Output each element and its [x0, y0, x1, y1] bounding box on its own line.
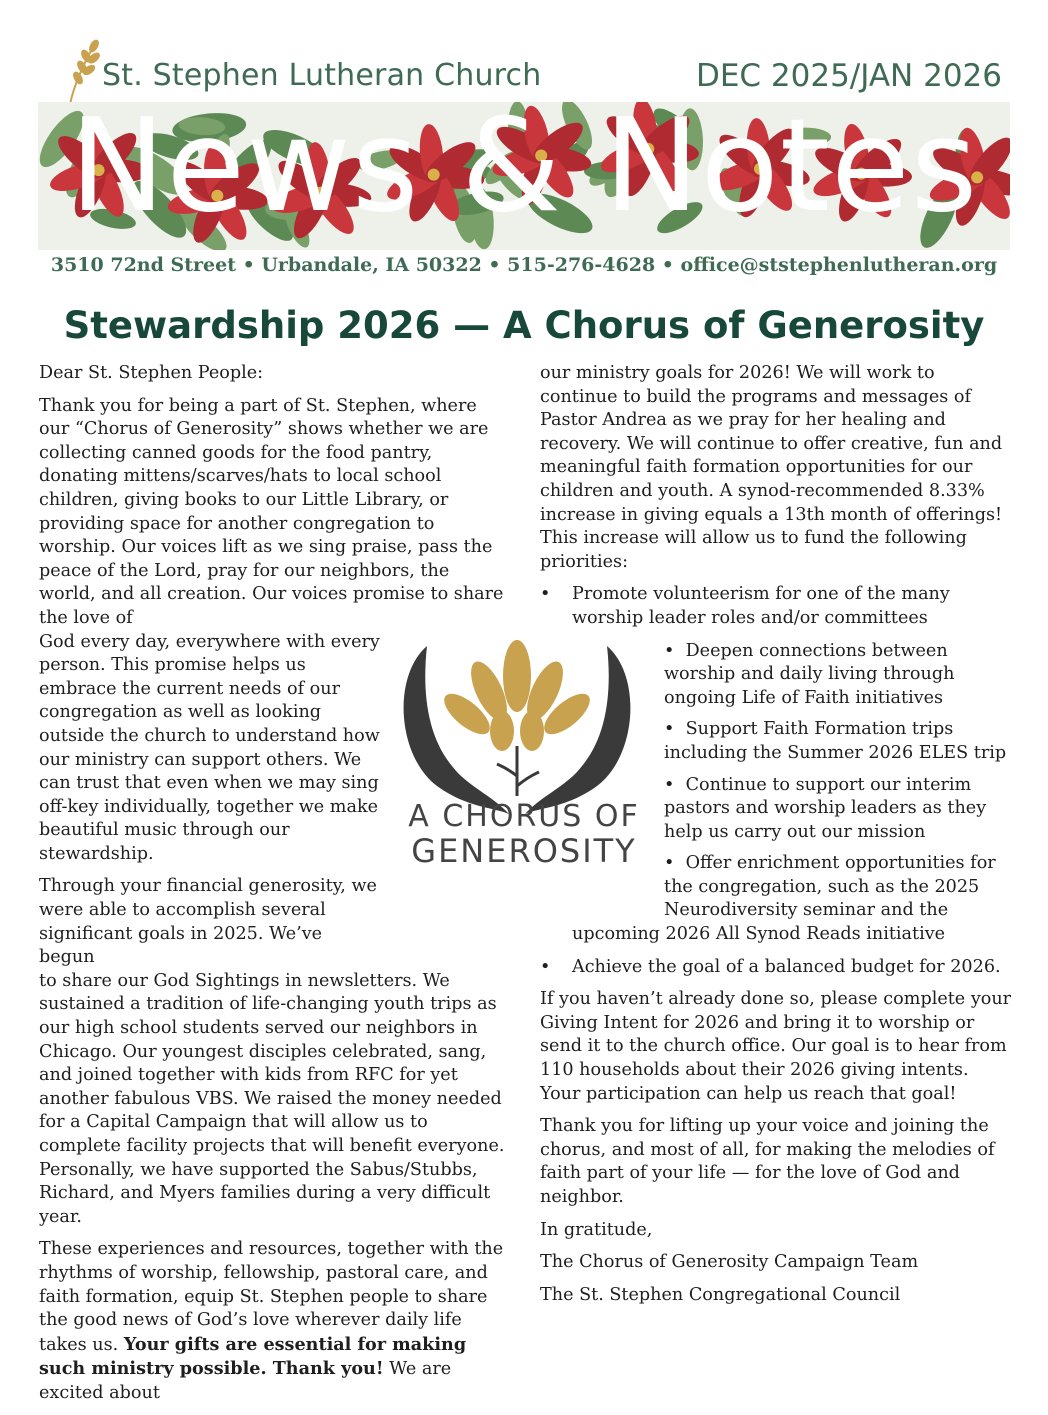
logo-line-1: A CHORUS OF — [408, 799, 640, 834]
bullet-icon: • — [540, 956, 551, 977]
masthead-title: News & Notes — [69, 92, 979, 241]
bullet-icon: • — [664, 719, 675, 740]
issue-date: DEC 2025/JAN 2026 — [695, 58, 1002, 94]
bullet-icon: • — [664, 774, 675, 795]
paragraph-2-wrap: Through your financial generosity, we were able to accomplish several significant goals in 2025. We’ve begun — [39, 876, 377, 968]
bullet-item — [664, 640, 1012, 711]
address-line: 3510 72nd Street • Urbandale, IA 50322 • 515-276-4628 • office@ststephenlutheran.org — [50, 254, 998, 276]
bullet-icon: • — [664, 853, 675, 874]
bullet-text: Offer enrichment opportunities for the congregation, such as the 2025 Neurodiversity seminar and the — [664, 853, 996, 921]
bullet-text: Achieve the goal of a balanced budget for 2026. — [572, 956, 1001, 977]
closing: In gratitude, — [540, 1219, 653, 1240]
article-headline: Stewardship 2026 — A Chorus of Generosity — [63, 304, 985, 347]
bullet-icon: • — [664, 640, 675, 661]
right-column — [540, 362, 1012, 1316]
left-column — [39, 362, 509, 1415]
bullet-text: Continue to support our interim pastors and worship leaders as they help us carry out our mission — [664, 774, 987, 842]
paragraph-1-wrap: God every day, everywhere with every person. This promise helps us embrace the current needs of our congregation as well as looking outside the church to understand how our ministry can support others. We can trust that even when we may sing off-key individually, together we make beautiful music through our stewardship. — [39, 631, 380, 864]
right-paragraph-1: our ministry goals for 2026! We will work to continue to build the programs and messages of Pastor Andrea as we pray for her healing and recovery. We will continue to offer creative, fun and meaningful faith formation opportunities for our children and youth. A synod-recommended 8.33% increase in giving equals a 13th month of offerings! This increase will allow us to fund the following priorities: — [540, 363, 1003, 572]
bullet-text: Deepen connections between worship and daily living through ongoing Life of Faith initiatives — [664, 640, 955, 708]
paragraph-2: to share our God Sightings in newsletters. We sustained a tradition of life-changing youth trips as our high school students served our neighbors in Chicago. Our youngest disciples celebrated, sang, and joined together with kids from RFC for yet another fabulous VBS. We raised the money needed for a Capital Campaign that will allow us to complete facility projects that will benefit everyone. Personally, we have supported the Sabus/Stubbs, Richard, and Myers families during a very difficult year. — [39, 970, 505, 1227]
bullet-text: Promote volunteerism for one of the many worship leader roles and/or committees — [572, 584, 950, 628]
paragraph-3-bold: Your gifts are essential for making such ministry possible. Thank you! — [39, 1333, 467, 1380]
bullet-continuation: upcoming 2026 All Synod Reads initiative — [572, 924, 946, 945]
logo-line-2: GENEROSITY — [411, 832, 637, 870]
signature-1: The Chorus of Generosity Campaign Team — [540, 1252, 919, 1273]
bullet-icon: • — [540, 584, 551, 605]
bullet-item — [540, 956, 1012, 980]
signature-2: The St. Stephen Congregational Council — [540, 1284, 901, 1305]
church-name: St. Stephen Lutheran Church — [102, 58, 542, 93]
bullet-item — [664, 718, 1012, 765]
salutation: Dear St. Stephen People: — [39, 363, 264, 383]
bullet-text: Support Faith Formation trips including the Summer 2026 ELES trip — [664, 719, 1007, 763]
bullet-item — [664, 852, 1012, 923]
bullet-item — [664, 774, 1012, 845]
masthead — [38, 92, 1010, 242]
right-paragraph-3: Thank you for lifting up your voice and joining the chorus, and most of all, for making the melodies of faith part of your life — for the love of God and neighbor. — [540, 1116, 995, 1207]
bullet-item — [540, 583, 1012, 630]
paragraph-3-end: We are excited about — [39, 1359, 452, 1403]
paragraph-1 — [39, 395, 509, 631]
paragraph-3 — [39, 1238, 509, 1405]
paragraph-3-text: These experiences and resources, together with the rhythms of worship, fellowship, pastoral care, and faith formation, equip St. Stephen people to share the good news of God’s love wherever daily life takes us. — [39, 1239, 504, 1355]
right-paragraph-2: If you haven’t already done so, please complete your Giving Intent for 2026 and bring it to worship or send it to the church office. Our goal is to hear from 110 households about their 2026 giving intents. Your participation can help us reach that goal! — [540, 989, 1012, 1104]
paragraph-1-full: Thank you for being a part of St. Stephen, where our “Chorus of Generosity” shows whether we are collecting canned goods for the food pantry, donating mittens/scarves/hats to local school children, giving books to our Little Library, or providing space for another congregation to worship. Our voices lift as we sing praise, pass the peace of the Lord, pray for our neighbors, the world, and all creation. Our voices promise to share the love of — [39, 395, 504, 628]
